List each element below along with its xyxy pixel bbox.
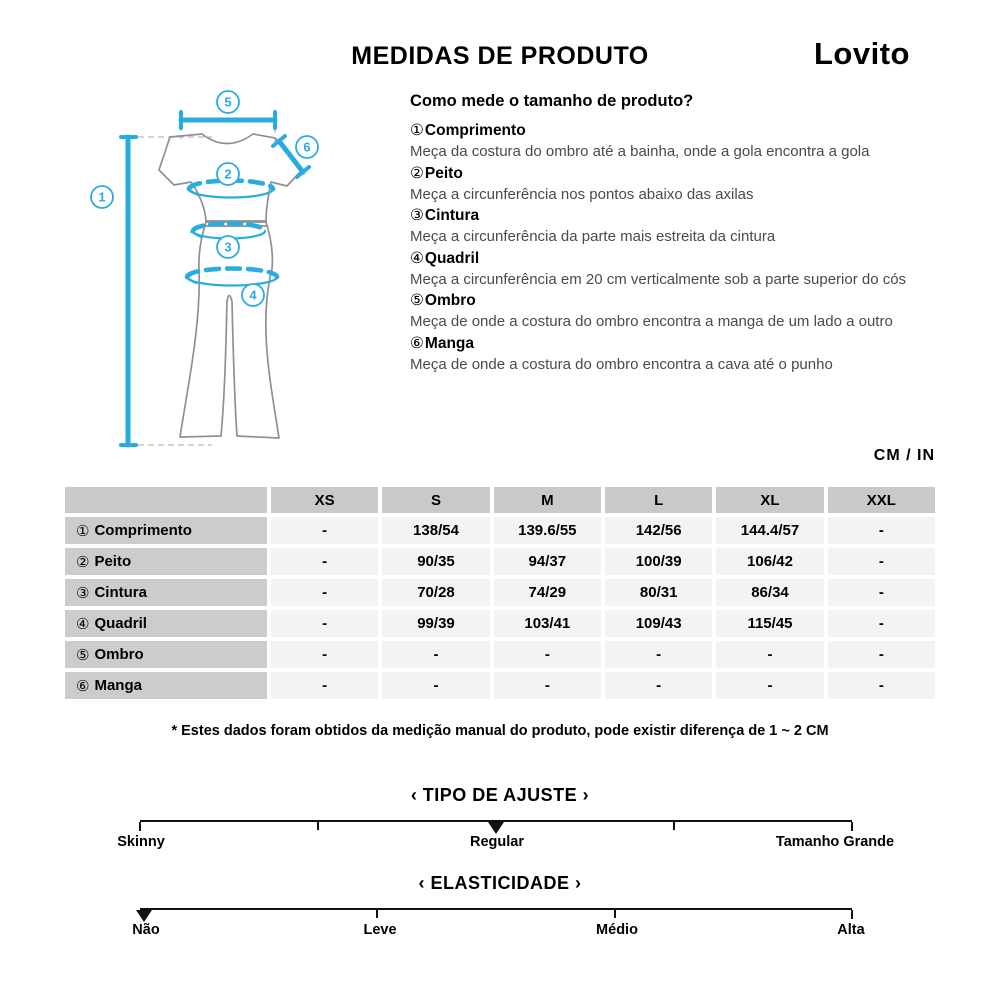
measure-guide	[410, 92, 962, 375]
table-cell: 90/35	[382, 548, 489, 575]
table-cell: 74/29	[494, 579, 601, 606]
elasticity-label-medio: Médio	[596, 922, 638, 938]
measurement-disclaimer: * Estes dados foram obtidos da medição manual do produto, pode existir diferença de 1 ~ 2 CM	[171, 723, 829, 739]
guide-item	[410, 248, 962, 291]
table-cell: -	[271, 672, 378, 699]
scale-tick	[614, 910, 616, 918]
fit-scale-line	[140, 820, 852, 822]
guide-heading: Como mede o tamanho de produto?	[410, 92, 694, 110]
fit-label-skinny: Skinny	[117, 834, 165, 850]
table-cell: -	[716, 641, 823, 668]
table-cell: -	[382, 672, 489, 699]
table-cell: -	[828, 517, 935, 544]
item-description: Meça a circunferência da parte mais estreita da cintura	[410, 228, 776, 245]
row-name: Peito	[94, 553, 132, 570]
fit-label-regular: Regular	[470, 834, 524, 850]
badge-4: 4	[249, 287, 257, 303]
table-row-label	[65, 672, 267, 699]
scale-tick	[317, 822, 319, 830]
table-cell: 138/54	[382, 517, 489, 544]
table-cell: 139.6/55	[494, 517, 601, 544]
item-name: Comprimento	[424, 122, 526, 139]
table-cell: -	[605, 641, 712, 668]
elasticity-scale-line	[140, 908, 852, 910]
table-cell: -	[828, 610, 935, 637]
garment-measure-diagram	[60, 85, 400, 485]
fit-scale-heading: ‹ TIPO DE AJUSTE ›	[410, 785, 590, 805]
table-cell: -	[605, 672, 712, 699]
elasticity-scale-marker-icon	[136, 910, 152, 922]
table-cell: 94/37	[494, 548, 601, 575]
row-number: ⑥	[76, 676, 90, 695]
item-number: ④	[410, 248, 424, 267]
elasticity-label-alta: Alta	[837, 922, 865, 938]
table-cell: 142/56	[605, 517, 712, 544]
table-cell: 86/34	[716, 579, 823, 606]
row-name: Cintura	[94, 584, 147, 601]
item-description: Meça de onde a costura do ombro encontra a cava até o punho	[410, 355, 833, 373]
row-name: Ombro	[94, 646, 144, 663]
item-name: Cintura	[424, 207, 480, 224]
table-cell: -	[494, 641, 601, 668]
table-cell: 70/28	[382, 579, 489, 606]
table-cell: 103/41	[494, 610, 601, 637]
badge-5: 5	[224, 94, 232, 110]
units-label: CM / IN	[873, 447, 935, 464]
guide-item	[410, 163, 962, 206]
row-number: ④	[76, 614, 90, 633]
guide-item	[410, 333, 962, 376]
item-name: Peito	[424, 164, 463, 182]
fit-label-tamanho-grande: Tamanho Grande	[775, 834, 895, 850]
item-description: Meça da costura do ombro até a bainha, onde a gola encontra a gola	[410, 143, 870, 160]
item-name: Quadril	[424, 249, 480, 267]
table-cell: 106/42	[716, 548, 823, 575]
badge-3: 3	[224, 239, 232, 255]
badge-2: 2	[224, 166, 232, 182]
column-header: S	[382, 487, 489, 513]
fit-scale-marker-icon	[488, 822, 504, 834]
table-cell: -	[271, 517, 378, 544]
table-cell: -	[271, 548, 378, 575]
item-number: ①	[410, 121, 424, 139]
row-name: Manga	[94, 677, 142, 694]
table-row-label	[65, 517, 267, 544]
brand-logo: Lovito	[814, 36, 910, 71]
guide-item	[410, 205, 962, 248]
page-title: MEDIDAS DE PRODUTO	[351, 42, 649, 70]
table-cell: 144.4/57	[716, 517, 823, 544]
badge-1: 1	[98, 189, 106, 205]
table-cell: -	[828, 548, 935, 575]
table-cell: 99/39	[382, 610, 489, 637]
column-header: L	[605, 487, 712, 513]
table-cell: -	[828, 579, 935, 606]
scale-tick	[673, 822, 675, 830]
item-name: Manga	[424, 334, 474, 352]
item-description: Meça a circunferência em 20 cm verticalmente sob a parte superior do cós	[410, 270, 907, 288]
diagram-number-badges	[91, 91, 318, 306]
item-name: Ombro	[424, 292, 476, 309]
scale-tick	[376, 910, 378, 918]
scale-endcap	[139, 822, 141, 831]
column-header: XL	[716, 487, 823, 513]
table-cell: 115/45	[716, 610, 823, 637]
item-number: ③	[410, 206, 424, 224]
table-cell: -	[382, 641, 489, 668]
table-cell: -	[271, 579, 378, 606]
column-header: XXL	[828, 487, 935, 513]
elasticity-scale-heading: ‹ ELASTICIDADE ›	[418, 873, 582, 893]
scale-endcap	[851, 822, 853, 831]
column-header: M	[494, 487, 601, 513]
item-description: Meça de onde a costura do ombro encontra a manga de um lado a outro	[410, 313, 893, 330]
table-cell: -	[271, 610, 378, 637]
item-number: ⑤	[410, 291, 424, 309]
scale-endcap	[851, 910, 853, 919]
badge-6: 6	[303, 139, 311, 155]
measure-marks	[121, 112, 309, 445]
table-cell: -	[828, 641, 935, 668]
table-row-label	[65, 548, 267, 575]
row-number: ②	[76, 552, 90, 571]
table-row-label	[65, 610, 267, 637]
row-name: Comprimento	[94, 522, 192, 539]
guide-item	[410, 120, 962, 163]
table-cell: -	[828, 672, 935, 699]
row-number: ⑤	[76, 645, 90, 664]
item-number: ⑥	[410, 333, 424, 352]
item-number: ②	[410, 163, 424, 182]
item-description: Meça a circunferência nos pontos abaixo das axilas	[410, 185, 754, 203]
size-table	[65, 487, 935, 699]
table-cell: 109/43	[605, 610, 712, 637]
elasticity-label-nao: Não	[132, 922, 160, 938]
row-name: Quadril	[94, 615, 147, 632]
table-cell: -	[716, 672, 823, 699]
elasticity-label-leve: Leve	[363, 922, 397, 938]
row-number: ①	[76, 521, 90, 540]
table-cell: 80/31	[605, 579, 712, 606]
guide-dashed-lines	[128, 115, 275, 445]
table-cell: 100/39	[605, 548, 712, 575]
guide-item	[410, 290, 962, 333]
table-cell: -	[494, 672, 601, 699]
table-corner-cell	[65, 487, 267, 513]
row-number: ③	[76, 583, 90, 602]
table-cell: -	[271, 641, 378, 668]
table-row-label	[65, 579, 267, 606]
column-header: XS	[271, 487, 378, 513]
table-row-label	[65, 641, 267, 668]
